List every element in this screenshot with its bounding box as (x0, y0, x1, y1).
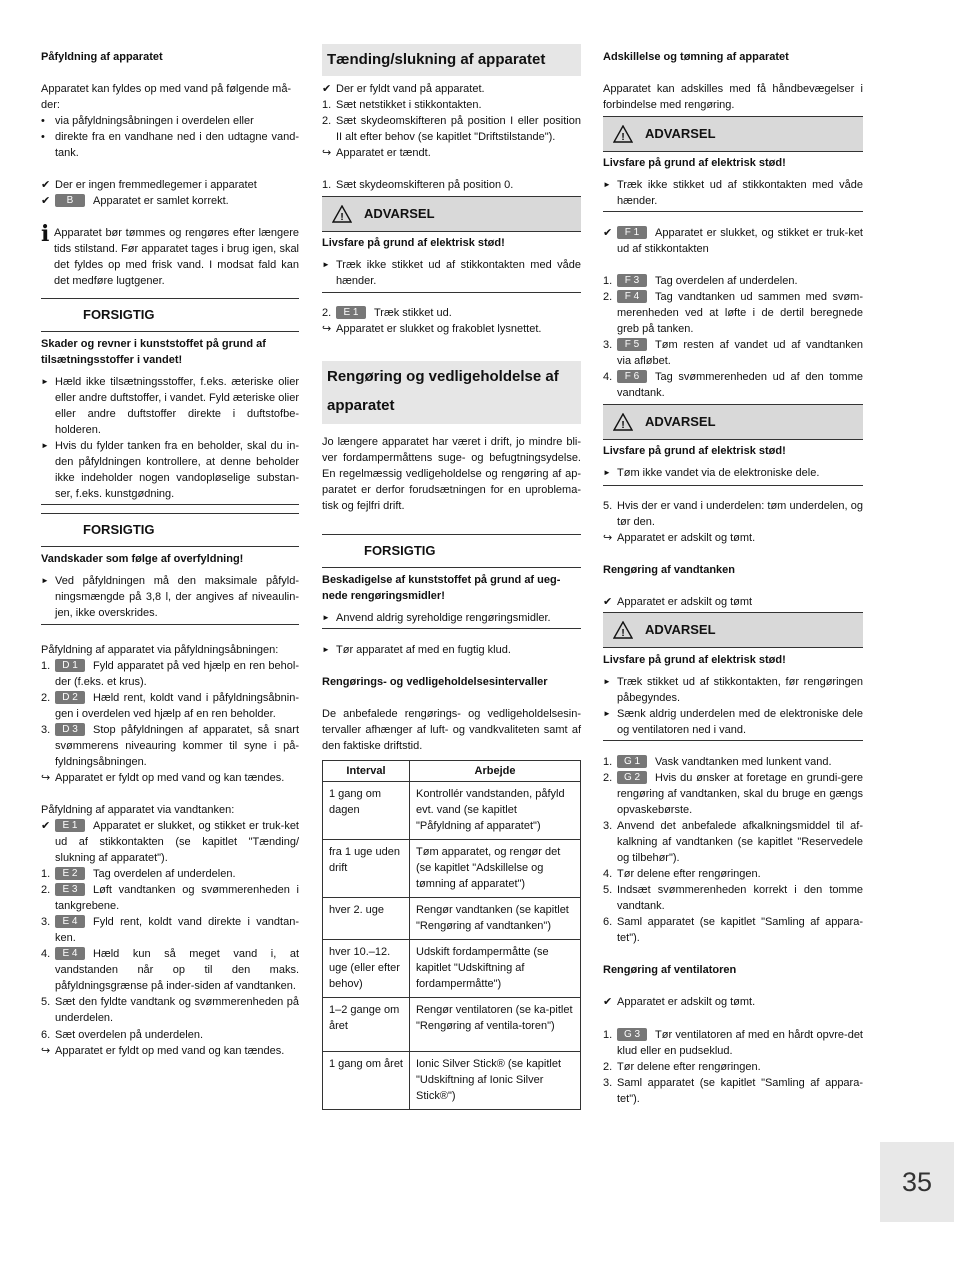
table-row (323, 840, 581, 898)
warning-subtitle: Livsfare på grund af elektrisk stød! (603, 157, 786, 169)
subheading: Rengøring af ventilatoren (603, 964, 737, 976)
caution-subtitle: Beskadigelse af kunststoffet på grund af ueg-nede rengøringsmidler! (322, 574, 561, 602)
table-cell: 1 gang om dagen (323, 782, 410, 840)
list-item: ► Hæld ikke tilsætningsstoffer, f.eks. æteriske olier eller andre duftstoffer, i vandet. Fyld æteriske olier eller andre duftstoffer direkte i duftstofbe-holderen. (41, 376, 299, 436)
caution-box: FORSIGTIG (41, 513, 299, 547)
list-item: ► Tøm ikke vandet via de elektroniske dele. (603, 467, 820, 479)
table-cell: fra 1 uge uden drift (323, 840, 410, 898)
check-icon: ✔ (322, 83, 332, 95)
step: 3. D 3 Stop påfyldningen af apparatet, så snart svømmerens niveauring kommer til syne i på-fyldningsåbningen. (41, 724, 299, 768)
step: 4. Tør delene efter rengøringen. (603, 868, 761, 880)
section-title-on-off: Tænding/slukning af apparatet (322, 44, 581, 76)
warning-box: ! ADVARSEL (603, 612, 863, 648)
info-icon: i (41, 221, 50, 247)
step: 2. Sæt skydeomskifteren på position I eller position II alt efter behov (se kapitlet "Driftstilstande"). (322, 115, 581, 143)
divider (603, 485, 863, 486)
precondition: ✔ B Apparatet er samlet korrekt. (41, 195, 229, 207)
table-header-row (323, 761, 581, 782)
precondition: ✔ Apparatet er adskilt og tømt (603, 596, 753, 608)
list-item: • direkte fra en vandhane ned i den udtagne vand-tank. (41, 131, 299, 159)
result: ↪ Apparatet er fyldt op med vand og kan tændes. (41, 1045, 285, 1057)
paragraph: Apparatet kan adskilles med få håndbevægelser i forbindelse med rengøring. (603, 83, 863, 111)
divider (322, 292, 581, 293)
result: ↪ Apparatet er tændt. (322, 147, 431, 159)
page-number: 35 (880, 1142, 954, 1222)
table-header: Interval (323, 761, 410, 782)
check-icon: ✔ (41, 820, 51, 832)
paragraph: Jo længere apparatet har været i drift, jo mindre bli-ver fordampermåttens suge- og befugtningsydelse. En regelmæssig vedligeholdelse og rengøring af ap-paratet er derfor forudsætningen for en uproblema-tisk og fejlfri drift. (322, 436, 581, 512)
warning-triangle-icon (613, 621, 633, 639)
list-item: ► Træk ikke stikket ud af stikkontakten med våde hænder. (322, 259, 581, 287)
warning-triangle-icon (613, 413, 633, 431)
svg-text:!: ! (621, 628, 625, 639)
step: 1. D 1 Fyld apparatet på ved hjælp en ren behol-der (f.eks. et krus). (41, 660, 299, 688)
step: 1. F 3 Tag overdelen af underdelen. (603, 275, 798, 287)
subheading: Rengøring af vandtanken (603, 564, 736, 576)
step: 2. E 1 Træk stikket ud. (322, 307, 452, 319)
result-arrow-icon: ↪ (41, 772, 51, 784)
result: ↪ Apparatet er slukket og frakoblet lysnettet. (322, 323, 542, 335)
svg-text:!: ! (621, 420, 625, 431)
warning-box: ! ADVARSEL (322, 196, 581, 232)
step: 1. E 2 Tag overdelen af underdelen. (41, 868, 236, 880)
table-cell: Udskift fordampermåtte (se kapitlet "Udskiftning af fordampermåtte") (410, 940, 581, 998)
step: 5. Indsæt svømmerenheden korrekt i den tomme vandtank. (603, 884, 863, 912)
list-item: ► Træk ikke stikket ud af stikkontakten med våde hænder. (603, 179, 863, 207)
section-title-cleaning: Rengøring og vedligeholdelse af apparatet (322, 361, 581, 424)
table-cell: Kontrollér vandstanden, påfyld evt. vand (se kapitlet "Påfyldning af apparatet") (410, 782, 581, 840)
divider (603, 740, 863, 741)
figure-tag: B (55, 194, 85, 207)
table-cell: Rengør ventilatoren (se ka-pitlet "Rengøring af ventila-toren") (410, 998, 581, 1052)
svg-text:!: ! (340, 212, 344, 223)
precondition: ✔ Der er fyldt vand på apparatet. (322, 83, 485, 95)
step: 2. Tør delene efter rengøringen. (603, 1061, 761, 1073)
warning-triangle-icon (332, 205, 352, 223)
step: 3. E 4 Fyld rent, koldt vand direkte i vandtan-ken. (41, 916, 299, 944)
table-cell: Tøm apparatet, og rengør det (se kapitlet "Adskillelse og tømning af apparatet") (410, 840, 581, 898)
table-cell: Ionic Silver Stick® (se kapitlet "Udskiftning af Ionic Silver Stick®") (410, 1052, 581, 1110)
step: 4. E 4 Hæld kun så meget vand i, at vandstanden når op til den maks. påfyldningsgrænse på inder-siden af vandtanken. (41, 948, 299, 992)
table-row (323, 782, 581, 840)
precondition: ✔ F 1 Apparatet er slukket, og stikket er truk-ket ud af stikkontakten (603, 227, 863, 255)
divider (322, 628, 581, 629)
result: ↪ Apparatet er adskilt og tømt. (603, 532, 756, 544)
divider (41, 504, 299, 505)
table-row (323, 998, 581, 1052)
step: 1. G 3 Tør ventilatoren af med en hårdt opvre-det klud eller en pudseklud. (603, 1029, 863, 1057)
table-cell: Rengør vandtanken (se kapitlet "Rengøring af vandtanken") (410, 898, 581, 940)
caution-subtitle: Skader og revner i kunststoffet på grund af tilsætningsstoffer i vandet! (41, 338, 266, 366)
step: 1. Sæt skydeomskifteren på position 0. (322, 179, 514, 191)
step: 4. F 6 Tag svømmerenheden ud af den tomme vandtank. (603, 371, 863, 399)
warning-triangle-icon (613, 125, 633, 143)
result-arrow-icon: ↪ (603, 532, 613, 544)
result-arrow-icon: ↪ (41, 1045, 51, 1057)
warning-subtitle: Livsfare på grund af elektrisk stød! (322, 237, 505, 249)
list-item: • via påfyldningsåbningen i overdelen eller (41, 115, 254, 127)
check-icon: ✔ (41, 195, 51, 207)
step: 1. Sæt netstikket i stikkontakten. (322, 99, 482, 111)
step: 5. Hvis der er vand i underdelen: tøm underdelen, og tør den. (603, 500, 863, 528)
precondition: ✔ Apparatet er adskilt og tømt. (603, 996, 756, 1008)
intervals-table (322, 760, 581, 1110)
table-row (323, 940, 581, 998)
step: 6. Saml apparatet (se kapitlet "Samling af appara-tet"). (603, 916, 863, 944)
check-icon: ✔ (41, 179, 51, 191)
step: 2. F 4 Tag vandtanken ud sammen med svøm-merenheden ved at løfte i de dertil beregnede greb på tanken. (603, 291, 863, 335)
warning-subtitle: Livsfare på grund af elektrisk stød! (603, 654, 786, 666)
warning-subtitle: Livsfare på grund af elektrisk stød! (603, 445, 786, 457)
subheading: Rengørings- og vedligeholdelsesintervaller (322, 676, 548, 688)
list-item: ► Sænk aldrig underdelen med de elektroniske dele og ventilatoren ned i vand. (603, 708, 863, 736)
step: 2. D 2 Hæld rent, koldt vand i påfyldningsåbnin-gen i overdelen ved hjælp af en ren beholder. (41, 692, 299, 720)
step: 2. E 3 Løft vandtanken og svømmerenheden i tankgrebene. (41, 884, 299, 912)
caution-subtitle: Vandskader som følge af overfyldning! (41, 553, 244, 565)
list-item: ► Tør apparatet af med en fugtig klud. (322, 644, 511, 656)
list-item: ► Hvis du fylder tanken fra en beholder, skal du in-den påfyldningen kontrollere, at denne beholder ikke indeholder nogen vandopløselige substan-ser, f.eks. kunstgødning. (41, 440, 299, 500)
section-title-disassembly: Adskillelse og tømning af apparatet (603, 51, 789, 63)
step: 3. Saml apparatet (se kapitlet "Samling af appara-tet"). (603, 1077, 863, 1105)
step: 5. Sæt den fyldte vandtank og svømmerenheden på underdelen. (41, 996, 299, 1024)
caution-box: FORSIGTIG (41, 298, 299, 332)
table-cell: 1 gang om året (323, 1052, 410, 1110)
info-note: Apparatet bør tømmes og rengøres efter længere tids stilstand. Før apparatet tages i brug igen, skal det fyldes op med frisk vand. I modsat fald kan det medføre lugtgener. (54, 227, 299, 287)
caution-box: FORSIGTIG (322, 534, 581, 568)
section-title-filling: Påfyldning af apparatet (41, 51, 163, 63)
subheading: Påfyldning af apparatet via påfyldningsåbningen: (41, 644, 279, 656)
check-icon: ✔ (603, 227, 613, 239)
step: 6. Sæt overdelen på underdelen. (41, 1029, 203, 1041)
step: 3. F 5 Tøm resten af vandet ud af vandtanken via afløbet. (603, 339, 863, 367)
precondition: ✔ E 1 Apparatet er slukket, og stikket er truk-ket ud af stikkontakten (se kapitlet "Tænding/ slukning af apparatet"). (41, 820, 299, 864)
divider (603, 211, 863, 212)
check-icon: ✔ (603, 996, 613, 1008)
intro-line-2: der: (41, 99, 60, 111)
result: ↪ Apparatet er fyldt op med vand og kan tændes. (41, 772, 285, 784)
table-row (323, 1052, 581, 1110)
table-cell: hver 2. uge (323, 898, 410, 940)
step: 2. G 2 Hvis du ønsker at foretage en grundi-gere rengøring af vandtanken, skal du bruge en gængs opvaskebørste. (603, 772, 863, 816)
table-cell: 1–2 gange om året (323, 998, 410, 1052)
list-item: ► Træk stikket ud af stikkontakten, før rengøringen påbegyndes. (603, 676, 863, 704)
list-item: ► Anvend aldrig syreholdige rengøringsmidler. (322, 612, 551, 624)
subheading: Påfyldning af apparatet via vandtanken: (41, 804, 235, 816)
check-icon: ✔ (603, 596, 613, 608)
intro-line-1: Apparatet kan fyldes op med vand på følgende må- (41, 83, 292, 95)
precondition: ✔ Der er ingen fremmedlegemer i apparatet (41, 179, 257, 191)
table-row (323, 898, 581, 940)
result-arrow-icon: ↪ (322, 323, 332, 335)
svg-text:!: ! (621, 132, 625, 143)
warning-box: ! ADVARSEL (603, 116, 863, 152)
step: 3. Anvend det anbefalede afkalkningsmiddel til af-kalkning af vandtanken (se kapitlet "Reservedele og tilbehør"). (603, 820, 863, 864)
paragraph: De anbefalede rengørings- og vedligeholdelsesin-tervaller afhænger af luft- og vandkvaliteten samt af den faktiske driftstid. (322, 708, 581, 752)
divider (41, 624, 299, 625)
warning-box: ! ADVARSEL (603, 404, 863, 440)
step: 1. G 1 Vask vandtanken med lunkent vand. (603, 756, 832, 768)
result-arrow-icon: ↪ (322, 147, 332, 159)
list-item: ► Ved påfyldningen må den maksimale påfyld-ningsmængde på 3,8 l, der angives af niveaulin-jen, ikke overskrides. (41, 575, 299, 619)
table-cell: hver 10.–12. uge (eller efter behov) (323, 940, 410, 998)
table-header: Arbejde (410, 761, 581, 782)
